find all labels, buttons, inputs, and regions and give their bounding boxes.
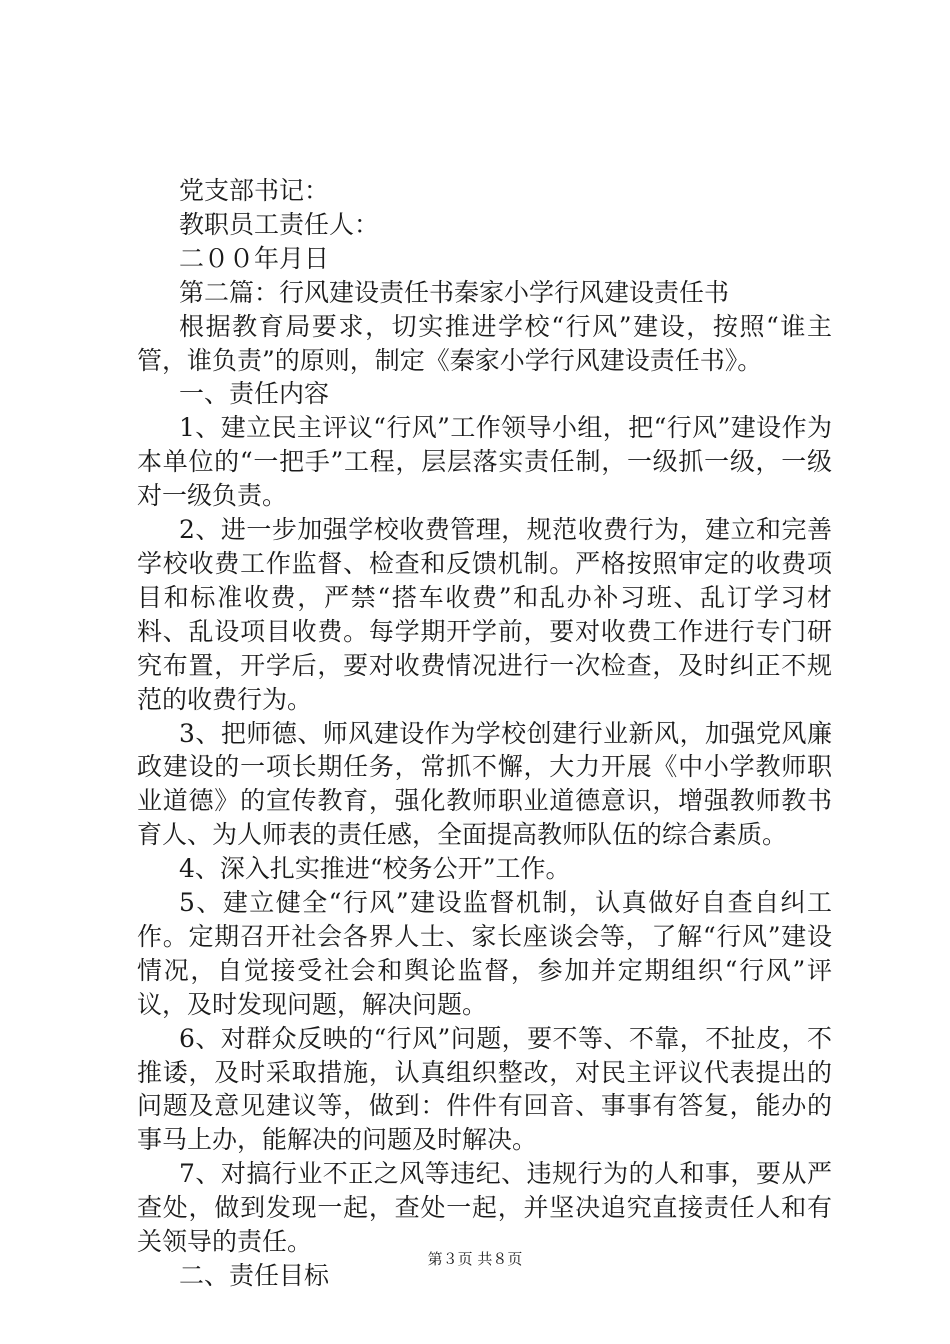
responsibility-item-1: 1、建立民主评议“行风”工作领导小组，把“行风”建设作为本单位的“一把手”工程，层层落实责任制，一级抓一级，一级对一级负责。 [137, 413, 832, 511]
party-secretary-signature-line: 党支部书记： [179, 176, 330, 205]
section-title: 第二篇：行风建设责任书秦家小学行风建设责任书 [179, 277, 730, 307]
signature-date-line: 二００年月日 [179, 243, 330, 273]
staff-responsible-signature-line: 教职员工责任人： [179, 209, 380, 239]
responsibility-item-5: 5、建立健全“行风”建设监督机制，认真做好自查自纠工作。定期召开社会各界人士、家长座谈会等，了解“行风”建设情况，自觉接受社会和舆论监督，参加并定期组织“行风”评议，及时发现问题，解决问题。 [137, 888, 832, 1019]
heading-responsibility-content: 一、责任内容 [179, 379, 330, 409]
responsibility-item-2: 2、进一步加强学校收费管理，规范收费行为，建立和完善学校收费工作监督、检查和反馈机制。严格按照审定的收费项目和标准收费，严禁“搭车收费”和乱办补习班、乱订学习材料、乱设项目收费。每学期开学前，要对收费工作进行专门研究布置，开学后，要对收费情况进行一次检查，及时纠正不规范的收费行为。 [137, 515, 832, 714]
heading-responsibility-goals: 二、责任目标 [179, 1261, 330, 1290]
page-number: 第３页 共８页 [427, 1250, 523, 1268]
responsibility-item-6: 6、对群众反映的“行风”问题，要不等、不靠，不扯皮，不推诿，及时采取措施，认真组织整改，对民主评议代表提出的问题及意见建议等，做到：件件有回音、事事有答复，能办的事马上办，能解决的问题及时解决。 [137, 1023, 832, 1155]
responsibility-item-3: 3、把师德、师风建设作为学校创建行业新风，加强党风廉政建设的一项长期任务，常抓不懈，大力开展《中小学教师职业道德》的宣传教育，强化教师职业道德意识，增强教师教书育人、为人师表的责任感，全面提高教师队伍的综合素质。 [137, 718, 832, 850]
document-body [137, 174, 832, 1293]
intro-paragraph: 根据教育局要求，切实推进学校“行风”建设，按照“谁主管，谁负责”的原则，制定《秦家小学行风建设责任书》。 [137, 311, 832, 375]
responsibility-item-4: 4、深入扎实推进“校务公开”工作。 [179, 854, 571, 884]
page-footer [0, 1249, 950, 1269]
responsibility-item-7: 7、对搞行业不正之风等违纪、违规行为的人和事，要从严查处，做到发现一起，查处一起，并坚决追究直接责任人和有关领导的责任。 [137, 1159, 832, 1257]
